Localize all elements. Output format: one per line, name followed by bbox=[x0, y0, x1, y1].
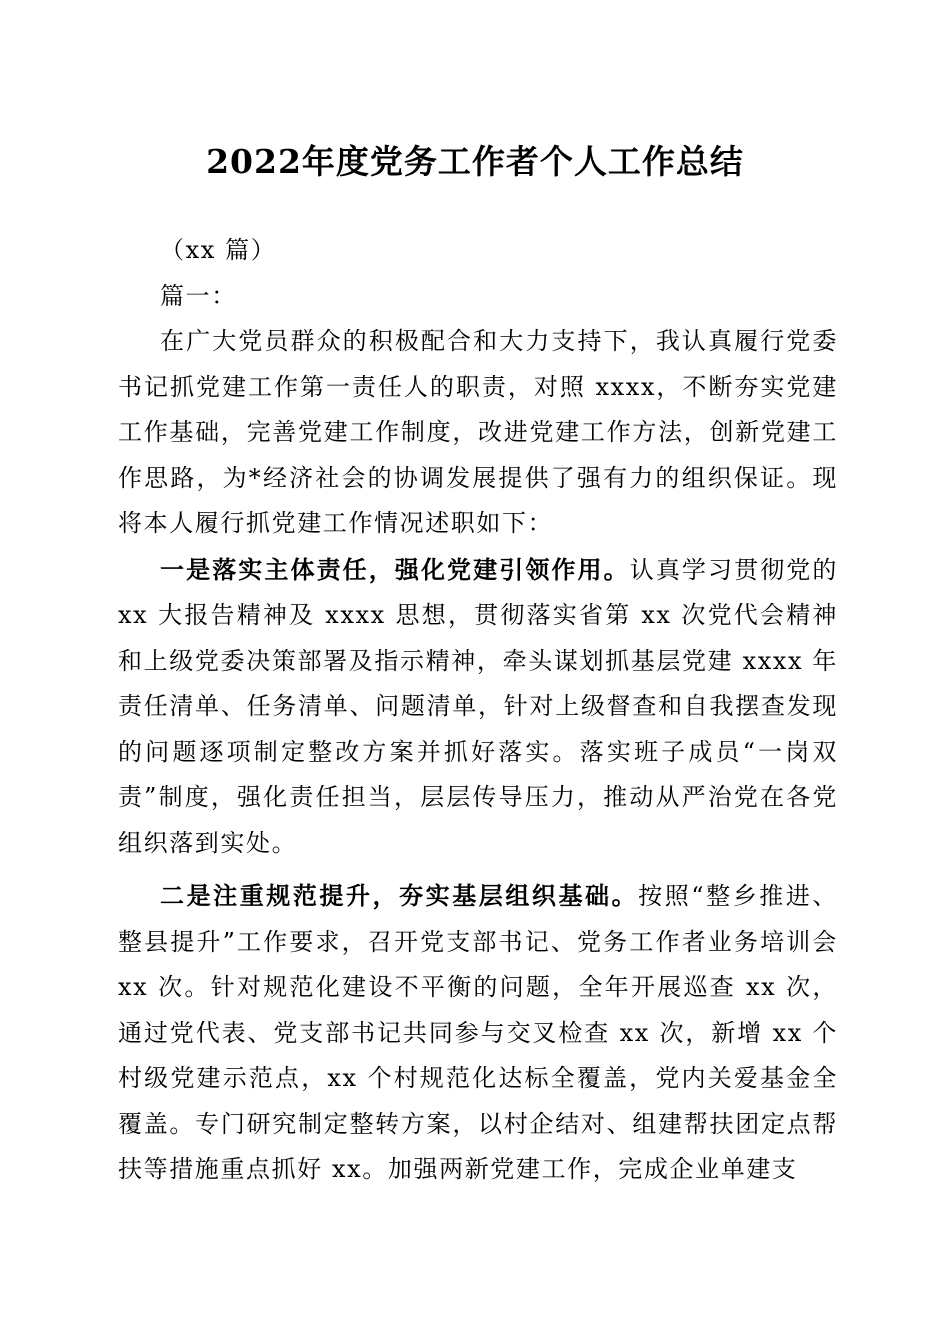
document-title: 2022年度党务工作者个人工作总结 bbox=[206, 142, 744, 181]
paragraph-1-body: 认真学习贯彻党的 xx 大报告精神及 xxxx 思想，贯彻落实省第 xx 次党代会精神和上级党委决策部署及指示精神，牵头谋划抓基层党建 xxxx 年责任清单、任务清单、问题清单，针对上级督查和自我摆查发现的问题逐项制定整改方案并抓好落实。落实班子成员“一岗双责”制度，强化责任担当，层层传导压力，推动从严治党在各党组织落到实处。 bbox=[118, 555, 838, 857]
section-label: 篇一： bbox=[160, 281, 237, 310]
paragraph-2-lead: 二是注重规范提升，夯实基层组织基础。 bbox=[160, 881, 639, 910]
paragraph-1-lead: 一是落实主体责任，强化党建引领作用。 bbox=[160, 554, 630, 584]
paragraph-2-body: 按照“整乡推进、整县提升”工作要求，召开党支部书记、党务工作者业务培训会 xx 次。针对规范化建设不平衡的问题，全年开展巡查 xx 次，通过党代表、党支部书记共同参与交叉检查 xx 次，新增 xx 个村级党建示范点，xx 个村规范化达标全覆盖，党内关爱基金全覆盖。专门研究制定整转方案，以村企结对、组建帮扶团定点帮扶等措施重点抓好 xx。加强两新党建工作，完成企业单建支 bbox=[118, 882, 838, 1183]
paragraph-2 bbox=[118, 873, 838, 1193]
paragraph-1 bbox=[118, 547, 838, 867]
intro-paragraph: 在广大党员群众的积极配合和大力支持下，我认真履行党委书记抓党建工作第一责任人的职责，对照 xxxx，不断夯实党建工作基础，完善党建工作制度，改进党建工作方法，创新党建工作思路，为*经济社会的协调发展提供了强有力的组织保证。现将本人履行抓党建工作情况述职如下： bbox=[118, 327, 838, 537]
document-body bbox=[118, 228, 838, 1193]
article-count-note: （xx 篇） bbox=[160, 236, 277, 264]
